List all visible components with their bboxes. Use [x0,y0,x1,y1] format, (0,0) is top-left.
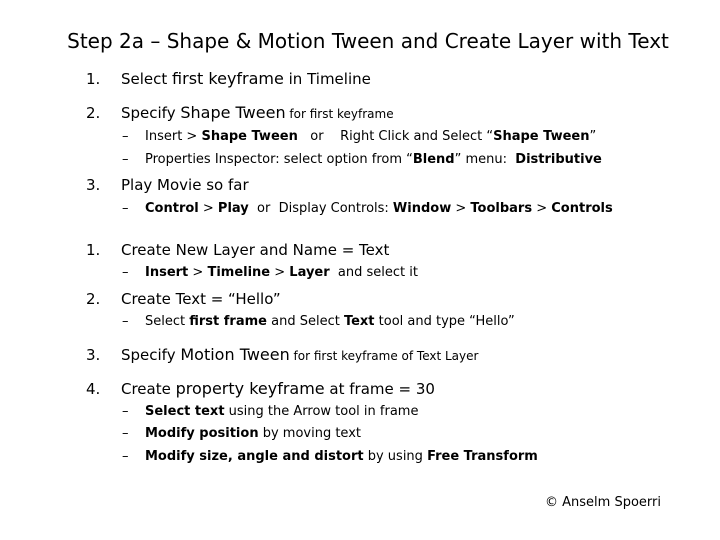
copyright-footer: © Anselm Spoerri [545,495,661,510]
item-text: for first keyframe [285,107,394,121]
sub-text: > [270,265,290,280]
sub-item [145,448,538,466]
item-text: for first keyframe of Text Layer [289,349,479,363]
sub-text: ” [589,129,597,144]
list-number: 1. [86,70,101,88]
sub-item-dash: – [122,314,129,329]
sub-item-dash: – [122,404,129,419]
sub-item [145,403,418,421]
sub-item [145,264,418,282]
item-text: at frame = 30 [324,380,435,398]
list-item [121,345,478,366]
sub-text: Blend [412,152,455,167]
sub-text: Toolbars [470,201,533,216]
sub-text: Distributive [515,152,602,167]
slide-title: Step 2a – Shape & Motion Tween and Create Layer with Text [67,29,669,53]
sub-text: Text [343,314,375,329]
list-number: 4. [86,380,101,398]
list-item: Create New Layer and Name = Text [121,241,390,259]
sub-text: or Display Controls: [248,201,393,216]
sub-text: and Select [266,314,344,329]
list-number: 1. [86,241,101,259]
sub-text: by using [363,449,428,464]
sub-item [145,200,613,218]
item-text: Select [121,70,173,88]
item-text: Create [121,380,176,398]
sub-text: Shape Tween [201,129,298,144]
sub-text: or Right Click and Select “ [297,129,494,144]
list-number: 2. [86,104,101,122]
item-text: first keyframe [172,69,284,88]
sub-item [145,151,602,169]
sub-text: Window [392,201,452,216]
item-text: Specify [121,104,181,122]
sub-text: Play [217,201,249,216]
sub-text: Shape Tween [493,129,590,144]
sub-text: Modify size, angle and distort [145,449,364,464]
sub-text: and select it [329,265,418,280]
item-text: Shape Tween [180,103,286,122]
sub-text: first frame [189,314,267,329]
sub-text: Select text [145,404,225,419]
sub-text: Modify position [145,426,259,441]
list-number: 2. [86,290,101,308]
sub-item-dash: – [122,129,129,144]
sub-text: Timeline [207,265,271,280]
sub-item [145,425,361,443]
sub-text: > [451,201,471,216]
sub-text: Select [145,314,190,329]
sub-item [145,313,515,331]
item-text: property keyframe [175,379,325,398]
list-item: Play Movie so far [121,176,249,194]
sub-text: Properties Inspector: select option from “ [145,152,413,167]
sub-text: > [198,201,218,216]
sub-text: > [188,265,208,280]
sub-text: > [532,201,552,216]
sub-item [145,128,596,146]
sub-item-dash: – [122,449,129,464]
sub-text: Insert [145,265,189,280]
list-number: 3. [86,346,101,364]
item-text: Motion Tween [180,345,290,364]
list-item: Create Text = “Hello” [121,290,281,308]
item-text: in Timeline [283,70,371,88]
sub-text: by moving text [258,426,361,441]
list-item [121,103,394,124]
list-item [121,69,371,89]
item-text: Specify [121,346,181,364]
sub-item-dash: – [122,265,129,280]
sub-text: Control [145,201,199,216]
sub-item-dash: – [122,201,129,216]
sub-text: Insert > [145,129,202,144]
sub-text: Free Transform [427,449,538,464]
sub-text: ” menu: [454,152,516,167]
sub-text: using the Arrow tool in frame [224,404,419,419]
sub-item-dash: – [122,426,129,441]
sub-text: Controls [551,201,613,216]
sub-item-dash: – [122,152,129,167]
list-number: 3. [86,176,101,194]
list-item [121,379,435,399]
sub-text: Layer [289,265,330,280]
sub-text: tool and type “Hello” [374,314,515,329]
